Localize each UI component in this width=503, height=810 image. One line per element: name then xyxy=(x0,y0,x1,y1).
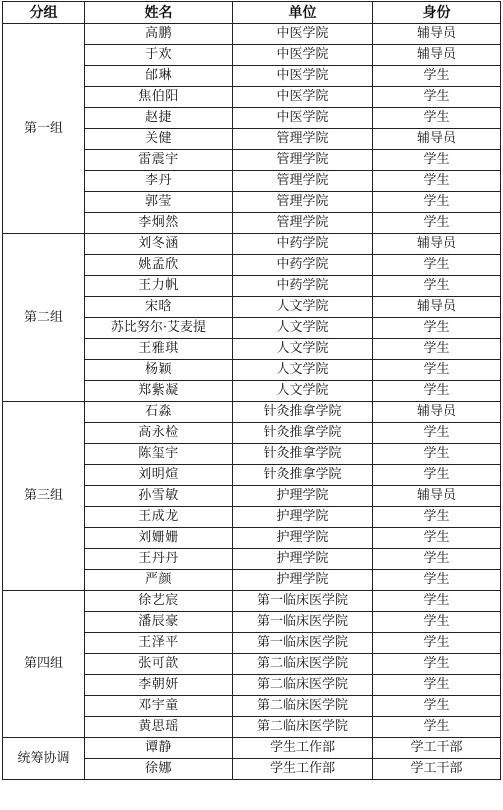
header-row xyxy=(3,2,501,24)
member-role: 辅导员 xyxy=(373,129,501,150)
roster-body xyxy=(3,24,501,780)
member-role: 学生 xyxy=(373,570,501,591)
member-role: 学生 xyxy=(373,444,501,465)
group-label: 第二组 xyxy=(3,234,85,402)
roster-table xyxy=(2,1,501,780)
table-row xyxy=(3,234,501,255)
table-row xyxy=(3,402,501,423)
member-unit: 护理学院 xyxy=(233,570,373,591)
member-role: 学生 xyxy=(373,87,501,108)
member-name: 姚孟欣 xyxy=(85,255,233,276)
member-unit: 第一临床医学院 xyxy=(233,633,373,654)
member-unit: 人文学院 xyxy=(233,318,373,339)
member-name: 邰琳 xyxy=(85,66,233,87)
member-unit: 人文学院 xyxy=(233,339,373,360)
member-unit: 人文学院 xyxy=(233,381,373,402)
member-role: 辅导员 xyxy=(373,45,501,66)
member-unit: 中药学院 xyxy=(233,255,373,276)
member-name: 陈玺宇 xyxy=(85,444,233,465)
member-unit: 针灸推拿学院 xyxy=(233,465,373,486)
member-unit: 中医学院 xyxy=(233,108,373,129)
member-name: 李炯然 xyxy=(85,213,233,234)
member-role: 学生 xyxy=(373,507,501,528)
member-unit: 管理学院 xyxy=(233,129,373,150)
member-name: 黄思瑶 xyxy=(85,717,233,738)
member-name: 高永检 xyxy=(85,423,233,444)
member-unit: 第二临床医学院 xyxy=(233,717,373,738)
member-name: 雷震宇 xyxy=(85,150,233,171)
member-role: 学生 xyxy=(373,360,501,381)
member-unit: 第一临床医学院 xyxy=(233,591,373,612)
member-unit: 管理学院 xyxy=(233,192,373,213)
member-name: 王雅琪 xyxy=(85,339,233,360)
member-name: 焦伯阳 xyxy=(85,87,233,108)
member-role: 学生 xyxy=(373,213,501,234)
member-name: 严颜 xyxy=(85,570,233,591)
member-name: 李丹 xyxy=(85,171,233,192)
member-name: 王成龙 xyxy=(85,507,233,528)
member-role: 学生 xyxy=(373,612,501,633)
member-name: 张可歆 xyxy=(85,654,233,675)
member-role: 学生 xyxy=(373,675,501,696)
member-role: 学生 xyxy=(373,276,501,297)
member-role: 学生 xyxy=(373,150,501,171)
member-role: 学生 xyxy=(373,381,501,402)
member-name: 关健 xyxy=(85,129,233,150)
member-name: 王泽平 xyxy=(85,633,233,654)
member-role: 学生 xyxy=(373,255,501,276)
member-name: 苏比努尔·艾麦提 xyxy=(85,318,233,339)
member-role: 学生 xyxy=(373,171,501,192)
table-row xyxy=(3,738,501,759)
member-name: 于欢 xyxy=(85,45,233,66)
member-unit: 护理学院 xyxy=(233,486,373,507)
member-name: 石淼 xyxy=(85,402,233,423)
member-unit: 护理学院 xyxy=(233,549,373,570)
member-name: 刘明煊 xyxy=(85,465,233,486)
member-unit: 中医学院 xyxy=(233,24,373,45)
member-name: 徐娜 xyxy=(85,759,233,780)
member-role: 学生 xyxy=(373,528,501,549)
member-name: 刘姗姗 xyxy=(85,528,233,549)
header-role: 身份 xyxy=(373,2,501,24)
member-unit: 人文学院 xyxy=(233,360,373,381)
member-unit: 第二临床医学院 xyxy=(233,654,373,675)
member-role: 学生 xyxy=(373,66,501,87)
member-role: 学生 xyxy=(373,423,501,444)
member-role: 辅导员 xyxy=(373,486,501,507)
member-unit: 中药学院 xyxy=(233,276,373,297)
member-role: 辅导员 xyxy=(373,297,501,318)
group-label: 第四组 xyxy=(3,591,85,738)
member-role: 学生 xyxy=(373,192,501,213)
member-role: 学生 xyxy=(373,339,501,360)
member-name: 孙雪敏 xyxy=(85,486,233,507)
member-unit: 护理学院 xyxy=(233,528,373,549)
roster-sheet xyxy=(2,1,501,780)
member-unit: 学生工作部 xyxy=(233,738,373,759)
member-unit: 针灸推拿学院 xyxy=(233,444,373,465)
member-name: 邓宇童 xyxy=(85,696,233,717)
member-name: 郭莹 xyxy=(85,192,233,213)
member-unit: 第二临床医学院 xyxy=(233,696,373,717)
table-row xyxy=(3,591,501,612)
member-name: 刘冬涵 xyxy=(85,234,233,255)
member-unit: 中医学院 xyxy=(233,66,373,87)
member-name: 王力帆 xyxy=(85,276,233,297)
member-role: 学生 xyxy=(373,549,501,570)
member-name: 徐艺宸 xyxy=(85,591,233,612)
member-unit: 针灸推拿学院 xyxy=(233,423,373,444)
member-unit: 中医学院 xyxy=(233,45,373,66)
member-role: 辅导员 xyxy=(373,24,501,45)
header-group: 分组 xyxy=(3,2,85,24)
member-name: 高鹏 xyxy=(85,24,233,45)
member-name: 王丹丹 xyxy=(85,549,233,570)
member-role: 辅导员 xyxy=(373,234,501,255)
member-name: 郑紫凝 xyxy=(85,381,233,402)
member-unit: 中医学院 xyxy=(233,87,373,108)
header-name: 姓名 xyxy=(85,2,233,24)
member-unit: 第二临床医学院 xyxy=(233,675,373,696)
group-label: 第一组 xyxy=(3,24,85,234)
member-unit: 护理学院 xyxy=(233,507,373,528)
header-unit: 单位 xyxy=(233,2,373,24)
member-name: 赵捷 xyxy=(85,108,233,129)
member-unit: 学生工作部 xyxy=(233,759,373,780)
member-role: 学生 xyxy=(373,654,501,675)
member-role: 学工干部 xyxy=(373,759,501,780)
member-role: 学生 xyxy=(373,465,501,486)
member-unit: 管理学院 xyxy=(233,150,373,171)
member-role: 学工干部 xyxy=(373,738,501,759)
table-row xyxy=(3,24,501,45)
member-role: 学生 xyxy=(373,696,501,717)
member-unit: 针灸推拿学院 xyxy=(233,402,373,423)
member-name: 潘辰豪 xyxy=(85,612,233,633)
member-unit: 人文学院 xyxy=(233,297,373,318)
member-name: 杨颖 xyxy=(85,360,233,381)
member-unit: 中药学院 xyxy=(233,234,373,255)
group-label: 统筹协调 xyxy=(3,738,85,780)
member-unit: 管理学院 xyxy=(233,213,373,234)
member-unit: 管理学院 xyxy=(233,171,373,192)
member-role: 学生 xyxy=(373,717,501,738)
member-name: 宋晗 xyxy=(85,297,233,318)
member-role: 学生 xyxy=(373,633,501,654)
member-role: 学生 xyxy=(373,318,501,339)
member-unit: 第一临床医学院 xyxy=(233,612,373,633)
member-name: 李朝妍 xyxy=(85,675,233,696)
member-role: 学生 xyxy=(373,591,501,612)
group-label: 第三组 xyxy=(3,402,85,591)
member-role: 辅导员 xyxy=(373,402,501,423)
member-name: 谭静 xyxy=(85,738,233,759)
member-role: 学生 xyxy=(373,108,501,129)
